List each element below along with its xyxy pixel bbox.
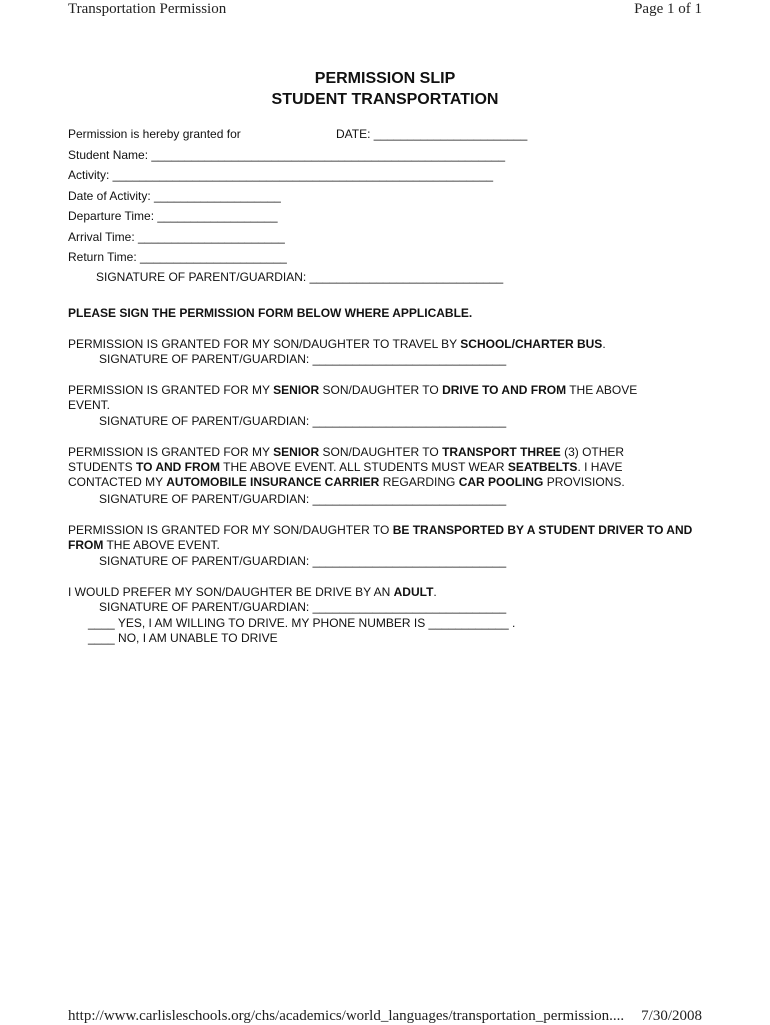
activity-field: Activity: _________________________________________________________ (68, 168, 494, 182)
senior-drive-permission-text: PERMISSION IS GRANTED FOR MY SENIOR SON/DAUGHTER TO DRIVE TO AND FROM THE ABOVE EVENT. (68, 383, 638, 412)
document-title: PERMISSION SLIP (314, 70, 456, 87)
adult-signature-field: SIGNATURE OF PARENT/GUARDIAN: _____________________________ (99, 600, 507, 614)
date-field: DATE: _______________________ (336, 127, 528, 141)
page-number: Page 1 of 1 (634, 1, 702, 17)
student-name-field: Student Name: _____________________________________________________ (68, 148, 506, 162)
bus-signature-field: SIGNATURE OF PARENT/GUARDIAN: _____________________________ (99, 352, 507, 366)
departure-time-field: Departure Time: __________________ (68, 209, 278, 223)
return-time-field: Return Time: ______________________ (68, 250, 287, 264)
adult-driver-preference-text: I WOULD PREFER MY SON/DAUGHTER BE DRIVE BY AN ADULT. (68, 585, 437, 599)
permission-granted-for-label: Permission is hereby granted for (68, 127, 241, 141)
bus-permission-text: PERMISSION IS GRANTED FOR MY SON/DAUGHTER TO TRAVEL BY SCHOOL/CHARTER BUS. (68, 337, 606, 351)
arrival-time-field: Arrival Time: ______________________ (68, 230, 285, 244)
page-header-title: Transportation Permission (68, 1, 227, 17)
senior-transport-permission-text: PERMISSION IS GRANTED FOR MY SENIOR SON/DAUGHTER TO TRANSPORT THREE (3) OTHER STUDENTS TO AND FROM THE ABOVE EVENT. ALL STUDENTS MUST WEAR SEATBELTS. I HAVE CONTACTED MY AUTOMOBILE INSURANCE CARRIER REGARDING CAR POOLING PROVISIONS. (68, 445, 625, 489)
date-of-activity-field: Date of Activity: ___________________ (68, 189, 281, 203)
senior-drive-signature-field: SIGNATURE OF PARENT/GUARDIAN: _____________________________ (99, 414, 507, 428)
student-driver-permission-text: PERMISSION IS GRANTED FOR MY SON/DAUGHTER TO BE TRANSPORTED BY A STUDENT DRIVER TO AND FROM THE ABOVE EVENT. (68, 523, 693, 552)
instructions: PLEASE SIGN THE PERMISSION FORM BELOW WHERE APPLICABLE. (68, 306, 473, 320)
senior-transport-signature-field: SIGNATURE OF PARENT/GUARDIAN: _____________________________ (99, 492, 507, 506)
source-url: http://www.carlisleschools.org/chs/academics/world_languages/transportation_permission.... (68, 1008, 625, 1024)
document-subtitle: STUDENT TRANSPORTATION (271, 91, 499, 108)
signature-field: SIGNATURE OF PARENT/GUARDIAN: _____________________________ (96, 270, 504, 284)
print-date: 7/30/2008 (641, 1008, 702, 1024)
willing-to-drive-option: ____ YES, I AM WILLING TO DRIVE. MY PHONE NUMBER IS ____________ . (88, 616, 516, 630)
student-driver-signature-field: SIGNATURE OF PARENT/GUARDIAN: _____________________________ (99, 554, 507, 568)
unable-to-drive-option: ____ NO, I AM UNABLE TO DRIVE (88, 631, 278, 645)
